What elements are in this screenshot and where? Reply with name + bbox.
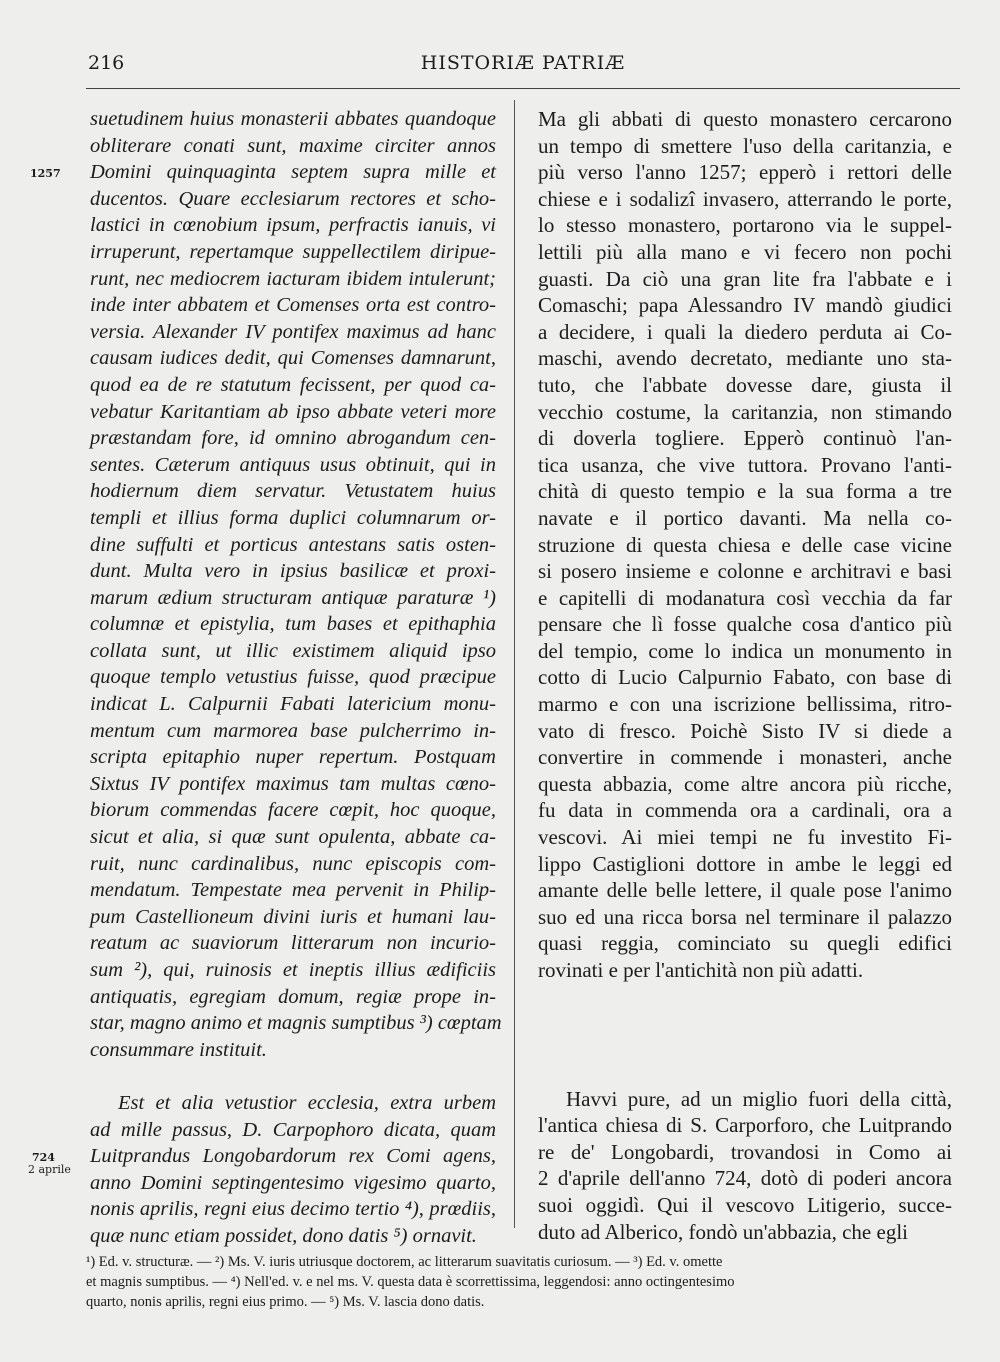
italian-text-line: guasti. Da ciò una gran lite fra l'abbate e i — [538, 266, 952, 291]
latin-text-line: versia. Alexander IV pontifex maximus ad hanc — [90, 320, 496, 343]
latin-text-line: irruperunt, repertamque suppellectilem diripue- — [90, 240, 496, 263]
latin-text-line: collata sunt, ut illic existimem aliquid ipso — [90, 639, 496, 662]
italian-text-line: si posero insieme e colonne e architravi e basi — [538, 559, 952, 584]
page-header — [88, 52, 958, 82]
italian-text-line: fu data in commenda ora a cardinali, ora a — [538, 798, 952, 823]
italian-text-line: vato di fresco. Poichè Sisto IV si diede a — [538, 718, 952, 743]
footnote-line: ¹) Ed. v. structuræ. — ²) Ms. V. iuris utriusque doctorem, ac litterarum suavitatis curiosum. — ³) Ed. v. omette — [86, 1254, 723, 1270]
italian-text-line: 2 d'aprile dell'anno 724, dotò di poderi ancora — [538, 1166, 952, 1191]
italian-text-line: chiese e i sodalizî invasero, atterrando le porte, — [538, 186, 952, 211]
latin-text-line: ad mille passus, D. Carpophoro dicata, quam — [90, 1118, 496, 1141]
margin-note-date: 2 aprile — [28, 1163, 71, 1176]
italian-text-line: suo ed una ricca borsa nel terminare il palazzo — [538, 904, 952, 929]
latin-text-line: suetudinem huius monasterii abbates quandoque — [90, 108, 496, 130]
latin-text-line: dunt. Multa vero in ipsius basilicæ et proxi- — [90, 560, 496, 583]
italian-text-line: vescovi. Ai miei tempi ne fu investito Fi- — [538, 825, 952, 850]
italian-text-line: a decidere, i quali la diedero perduta ai Co- — [538, 319, 952, 344]
latin-text-line: nonis aprilis, regni eius decimo tertio ⁴), prœdiis, — [90, 1198, 496, 1221]
latin-text-line: sicut et alia, si quæ sunt opulenta, abbate ca- — [90, 826, 496, 849]
latin-text-line: quoque templo vetustius fuisse, quod præcipue — [90, 666, 496, 689]
latin-text-line: antiquatis, egregiam domum, regiæ prope in- — [90, 985, 496, 1008]
italian-text-line: struzione di questa chiesa e delle case vicine — [538, 532, 952, 557]
latin-text-line: ruit, nunc cardinalibus, nunc episcopis com- — [90, 852, 496, 875]
latin-text-line: Luitprandus Longobardorum rex Comi agens, — [90, 1145, 496, 1168]
italian-text-line: quasi reggia, cominciato su quegli edifici — [538, 931, 952, 956]
latin-text-line: consummare instituit. — [90, 1038, 267, 1061]
italian-text-line: pensare che lì fosse qualche cosa d'antico più — [538, 612, 952, 637]
italian-text-line: lo stesso monastero, portarono via le suppel- — [538, 213, 952, 238]
latin-text-line: star, magno animo et magnis sumptibus ³) cœptam — [90, 1012, 502, 1035]
footnote-line: quarto, nonis aprilis, regni eius primo. — ⁵) Ms. V. lascia dono datis. — [86, 1294, 485, 1310]
paragraph-gap — [538, 1035, 952, 1086]
latin-text-line: inde inter abbatem et Comenses orta est contro- — [90, 294, 496, 317]
latin-text-line: vebatur Karitantiam ab ipso abbate veteri more — [90, 400, 496, 423]
latin-text-line: hodiernum diem servatur. Vetustatem huius — [90, 480, 496, 503]
latin-text-line: pum Castellioneum divini iuris et humani lau- — [90, 905, 496, 928]
latin-text-line: præstandam fore, id omnino abrogandum cen- — [90, 427, 496, 450]
latin-paragraph-2 — [90, 1090, 496, 1250]
italian-text-line: l'antica chiesa di S. Carporforo, che Luitprando — [538, 1113, 952, 1138]
italian-text-line: suoi oggidì. Qui il vescovo Litigerio, succe- — [538, 1192, 952, 1217]
latin-text-line: mentum cum marmorea base pulcherrimo in- — [90, 719, 496, 742]
header-rule — [86, 88, 960, 89]
paragraph-gap — [538, 984, 952, 1035]
italian-text-line: tica usanza, che vive tuttora. Provano l'anti- — [538, 452, 952, 477]
margin-note-year-724: 724 — [32, 1151, 55, 1164]
italian-text-line: e capitelli di modanatura così vecchia da far — [538, 585, 952, 610]
latin-text-line: indicat L. Calpurnii Fabati latericium monu- — [90, 693, 496, 716]
italian-text-line: di doverla togliere. Epperò continuò l'an- — [538, 426, 952, 451]
italian-text-line: più verso l'anno 1257; epperò i rettori delle — [538, 160, 952, 185]
italian-text-line: rovinati e per l'antichità non più adatti. — [538, 958, 864, 982]
column-divider — [514, 100, 515, 1228]
italian-text-line: lippo Castiglioni dottore in ambe le leggi ed — [538, 851, 952, 876]
latin-text-line: sum ²), qui, ruinosis et ineptis illius ædificiis — [90, 959, 496, 981]
italian-text-line: cotto di Lucio Calpurnio Fabato, con base di — [538, 665, 952, 690]
latin-text-line: marum ædium structuram antiquæ paraturæ ¹) — [90, 586, 496, 609]
latin-text-line: mendatum. Tempestate mea pervenit in Philip- — [90, 879, 496, 902]
latin-text-line: scripta epitaphio nuper repertum. Postquam — [90, 746, 496, 769]
latin-text-line: Sixtus IV pontifex maximus tam multas cœno- — [90, 772, 496, 795]
latin-text-line: runt, nec mediocrem iacturam ibidem intulerunt; — [90, 267, 496, 290]
latin-text-line: quæ nunc etiam possidet, dono datis ⁵) ornavit. — [90, 1224, 477, 1247]
italian-text-line: lettili più alla mano e vi fecero non pochi — [538, 239, 952, 264]
latin-column — [90, 106, 502, 1250]
latin-text-line: lastici in cœnobium ipsum, perfractis ianuis, vi — [90, 214, 496, 237]
page-number: 216 — [88, 52, 125, 74]
latin-text-line: causam iudices dedit, qui Comenses damnarunt, — [90, 347, 496, 370]
italian-column — [538, 106, 952, 1245]
italian-text-line: convertire in commende i monasteri, anche — [538, 745, 952, 770]
running-title: HISTORIÆ PATRIÆ — [420, 52, 626, 74]
margin-note-year-1257: 1257 — [30, 167, 61, 180]
italian-text-line: marmo e con una iscrizione bellissima, ritro- — [538, 692, 952, 717]
latin-text-line: quod ea de re statutum fecissent, per quod ca- — [90, 373, 496, 396]
paragraph-gap — [90, 1063, 496, 1090]
latin-text-line: reatum ac suaviorum litterarum non incurio- — [90, 932, 496, 955]
latin-text-line: biorum commendas facere cœpit, hoc quoque, — [90, 799, 496, 822]
latin-text-line: templi et illius forma duplici columnarum or- — [90, 506, 496, 529]
latin-text-line: obliterare conati sunt, maxime circiter annos — [90, 134, 496, 157]
italian-text-line: duto ad Alberico, fondò un'abbazia, che egli — [538, 1219, 908, 1244]
italian-text-line: Havvi pure, ad un miglio fuori della città, — [566, 1086, 952, 1111]
latin-text-line: anno Domini septingentesimo vigesimo quarto, — [90, 1171, 496, 1194]
latin-text-line: Est et alia vetustior ecclesia, extra urbem — [118, 1091, 496, 1114]
italian-text-line: un tempo di smettere l'uso della caritanzia, e — [538, 133, 952, 158]
latin-text-line: Domini quinquaginta septem supra mille et — [90, 161, 496, 184]
italian-paragraph-1 — [538, 106, 952, 984]
italian-text-line: tuto, che l'abbate dovesse dare, giusta il — [538, 372, 952, 397]
italian-paragraph-2 — [538, 1086, 952, 1246]
latin-text-line: dine suffulti et porticus antestans satis osten- — [90, 533, 496, 556]
italian-text-line: maschi, avendo decretato, mediante uno sta- — [538, 346, 952, 371]
italian-text-line: questa abbazia, come altre ancora più ricche, — [538, 771, 952, 796]
italian-text-line: del tempio, come lo indica un monumento in — [538, 638, 952, 663]
italian-text-line: vecchio costume, la caritanzia, non stimando — [538, 399, 952, 424]
latin-text-line: ducentos. Quare ecclesiarum rectores et scho- — [90, 187, 496, 210]
italian-text-line: Ma gli abbati di questo monastero cercarono — [538, 107, 952, 131]
italian-text-line: amante delle belle lettere, il quale pose l'animo — [538, 878, 952, 903]
italian-text-line: Comaschi; papa Alessandro IV mandò giudici — [538, 293, 952, 318]
latin-paragraph-1 — [90, 106, 502, 1063]
italian-text-line: navate e il portico davanti. Ma nella co- — [538, 505, 952, 530]
footnote-line: et magnis sumptibus. — ⁴) Nell'ed. v. e nel ms. V. questa data è scorrettissima, leggendosi: anno octingentesimo — [86, 1274, 735, 1290]
italian-text-line: re de' Longobardi, trovandosi in Como ai — [538, 1139, 952, 1164]
footnotes — [86, 1252, 956, 1312]
latin-text-line: sentes. Cæterum antiquus usus obtinuit, qui in — [90, 453, 496, 476]
latin-text-line: columnæ et epistylia, tum bases et epithaphia — [90, 613, 496, 636]
italian-text-line: chità di questo tempio e la sua forma a tre — [538, 479, 952, 504]
